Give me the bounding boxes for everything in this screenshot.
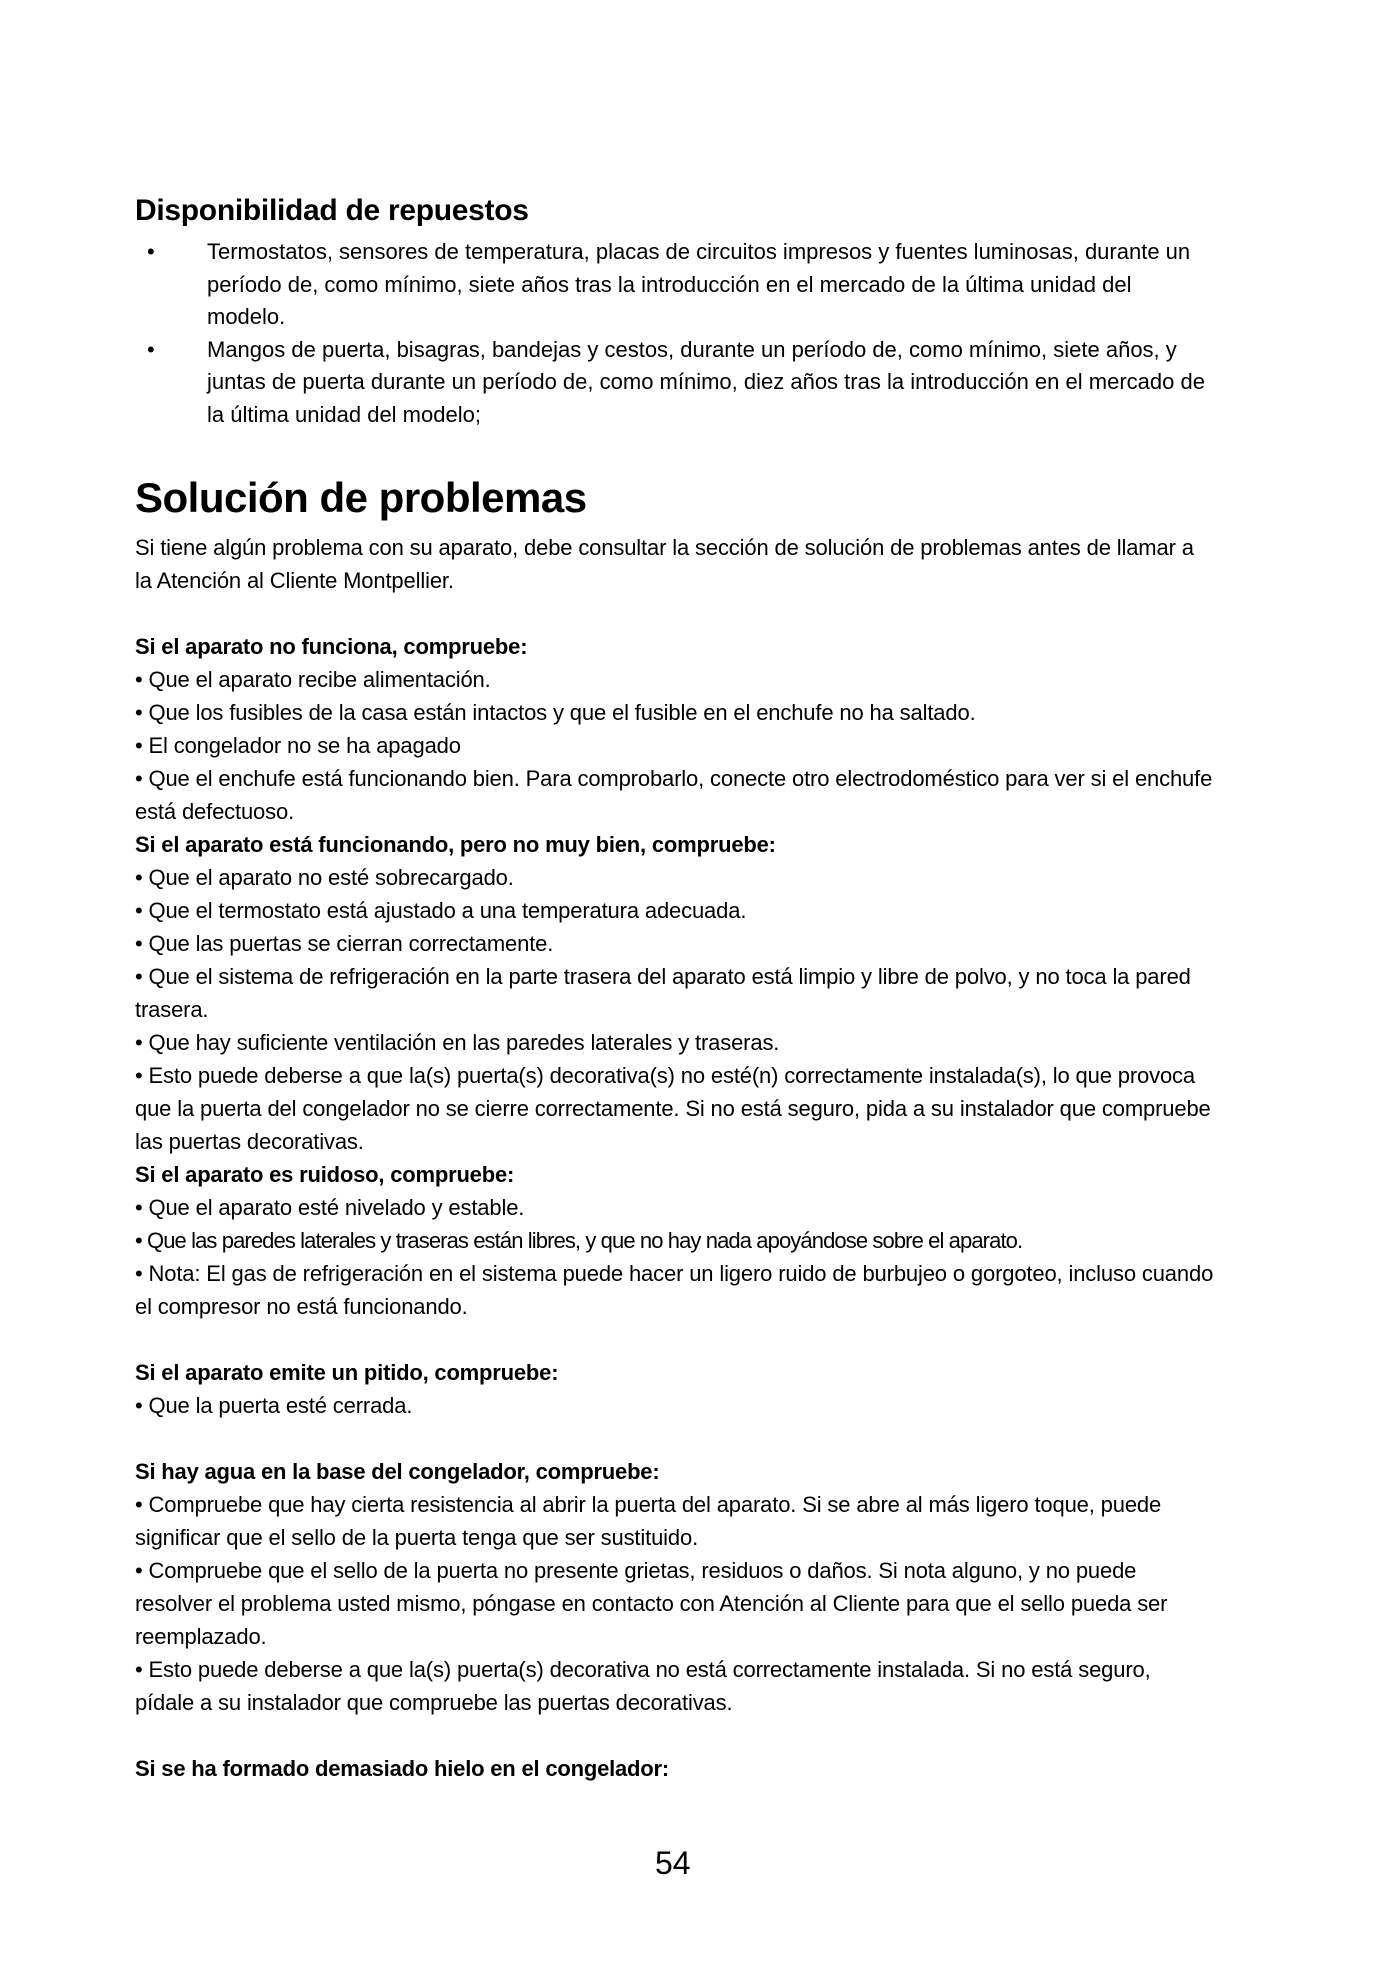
- section-title: Si el aparato no funciona, compruebe:: [135, 634, 528, 659]
- spare-parts-heading: Disponibilidad de repuestos: [135, 194, 529, 227]
- check-item: • Que el termostato está ajustado a una temperatura adecuada.: [135, 898, 747, 923]
- page-number: 54: [655, 1845, 691, 1881]
- bullet-icon: •: [147, 239, 155, 264]
- troubleshooting-intro: Si tiene algún problema con su aparato, debe consultar la sección de solución de problemas antes de llamar a la Atención al Cliente Montpellier.: [135, 535, 1194, 593]
- section-title: Si el aparato emite un pitido, compruebe:: [135, 1360, 559, 1385]
- check-item: • Compruebe que el sello de la puerta no presente grietas, residuos o daños. Si nota alguno, y no puede resolver el problema usted mismo, póngase en contacto con Atención al Cliente para que el sello pueda ser reemplazado.: [135, 1558, 1168, 1649]
- check-item: • Que los fusibles de la casa están intactos y que el fusible en el enchufe no ha saltado.: [135, 700, 976, 725]
- check-item: • Esto puede deberse a que la(s) puerta(s) decorativa(s) no esté(n) correctamente instalada(s), lo que provoca que la puerta del congelador no se cierre correctamente. Si no está seguro, pida a su instalador que compruebe las puertas decorativas.: [135, 1063, 1211, 1154]
- spare-parts-item-text: Mangos de puerta, bisagras, bandejas y cestos, durante un período de, como mínimo, siete años, y juntas de puerta durante un período de, como mínimo, diez años tras la introducción en el mercado de la última unidad del modelo;: [207, 336, 1205, 427]
- check-item: • Que el sistema de refrigeración en la parte trasera del aparato está limpio y libre de polvo, y no toca la pared trasera.: [135, 964, 1191, 1022]
- troubleshooting-body: [135, 531, 1215, 1785]
- check-section-ice: [135, 1752, 1215, 1785]
- check-section-noisy: [135, 1158, 1215, 1323]
- check-item: • Que el aparato esté nivelado y estable.: [135, 1195, 525, 1220]
- spare-parts-item-text: Termostatos, sensores de temperatura, placas de circuitos impresos y fuentes luminosas, durante un período de, como mínimo, siete años tras la introducción en el mercado de la última unidad del modelo.: [207, 239, 1191, 329]
- spare-parts-item: [135, 334, 1215, 432]
- check-item: • Que la puerta esté cerrada.: [135, 1393, 413, 1418]
- check-section-beeping: [135, 1356, 1215, 1422]
- troubleshooting-heading: Solución de problemas: [135, 474, 587, 521]
- section-title: Si el aparato es ruidoso, compruebe:: [135, 1162, 515, 1187]
- section-title: Si el aparato está funcionando, pero no muy bien, compruebe:: [135, 832, 776, 857]
- check-item: • Esto puede deberse a que la(s) puerta(s) decorativa no está correctamente instalada. Si no está seguro, pídale a su instalador que compruebe las puertas decorativas.: [135, 1657, 1151, 1715]
- section-title: Si hay agua en la base del congelador, compruebe:: [135, 1459, 660, 1484]
- check-item: • Que el aparato no esté sobrecargado.: [135, 865, 514, 890]
- check-section-water: [135, 1455, 1215, 1719]
- check-item: • Nota: El gas de refrigeración en el sistema puede hacer un ligero ruido de burbujeo o gorgoteo, incluso cuando el compresor no está funcionando.: [135, 1261, 1214, 1319]
- section-title: Si se ha formado demasiado hielo en el congelador:: [135, 1756, 670, 1781]
- check-section-not-working: [135, 630, 1215, 828]
- check-item: • Que las paredes laterales y traseras están libres, y que no hay nada apoyándose sobre el aparato.: [135, 1228, 1023, 1253]
- bullet-icon: •: [147, 336, 155, 362]
- check-item: • Compruebe que hay cierta resistencia al abrir la puerta del aparato. Si se abre al más ligero toque, puede significar que el sello de la puerta tenga que ser sustituido.: [135, 1492, 1162, 1550]
- check-item: • El congelador no se ha apagado: [135, 733, 461, 758]
- check-item: • Que hay suficiente ventilación en las paredes laterales y traseras.: [135, 1030, 780, 1055]
- spare-parts-item: [135, 236, 1215, 334]
- check-item: • Que las puertas se cierran correctamente.: [135, 931, 554, 956]
- spare-parts-list: [135, 236, 1215, 431]
- check-section-poor-performance: [135, 828, 1215, 1158]
- check-item: • Que el aparato recibe alimentación.: [135, 667, 491, 692]
- check-item: • Que el enchufe está funcionando bien. Para comprobarlo, conecte otro electrodoméstico para ver si el enchufe está defectuoso.: [135, 766, 1213, 824]
